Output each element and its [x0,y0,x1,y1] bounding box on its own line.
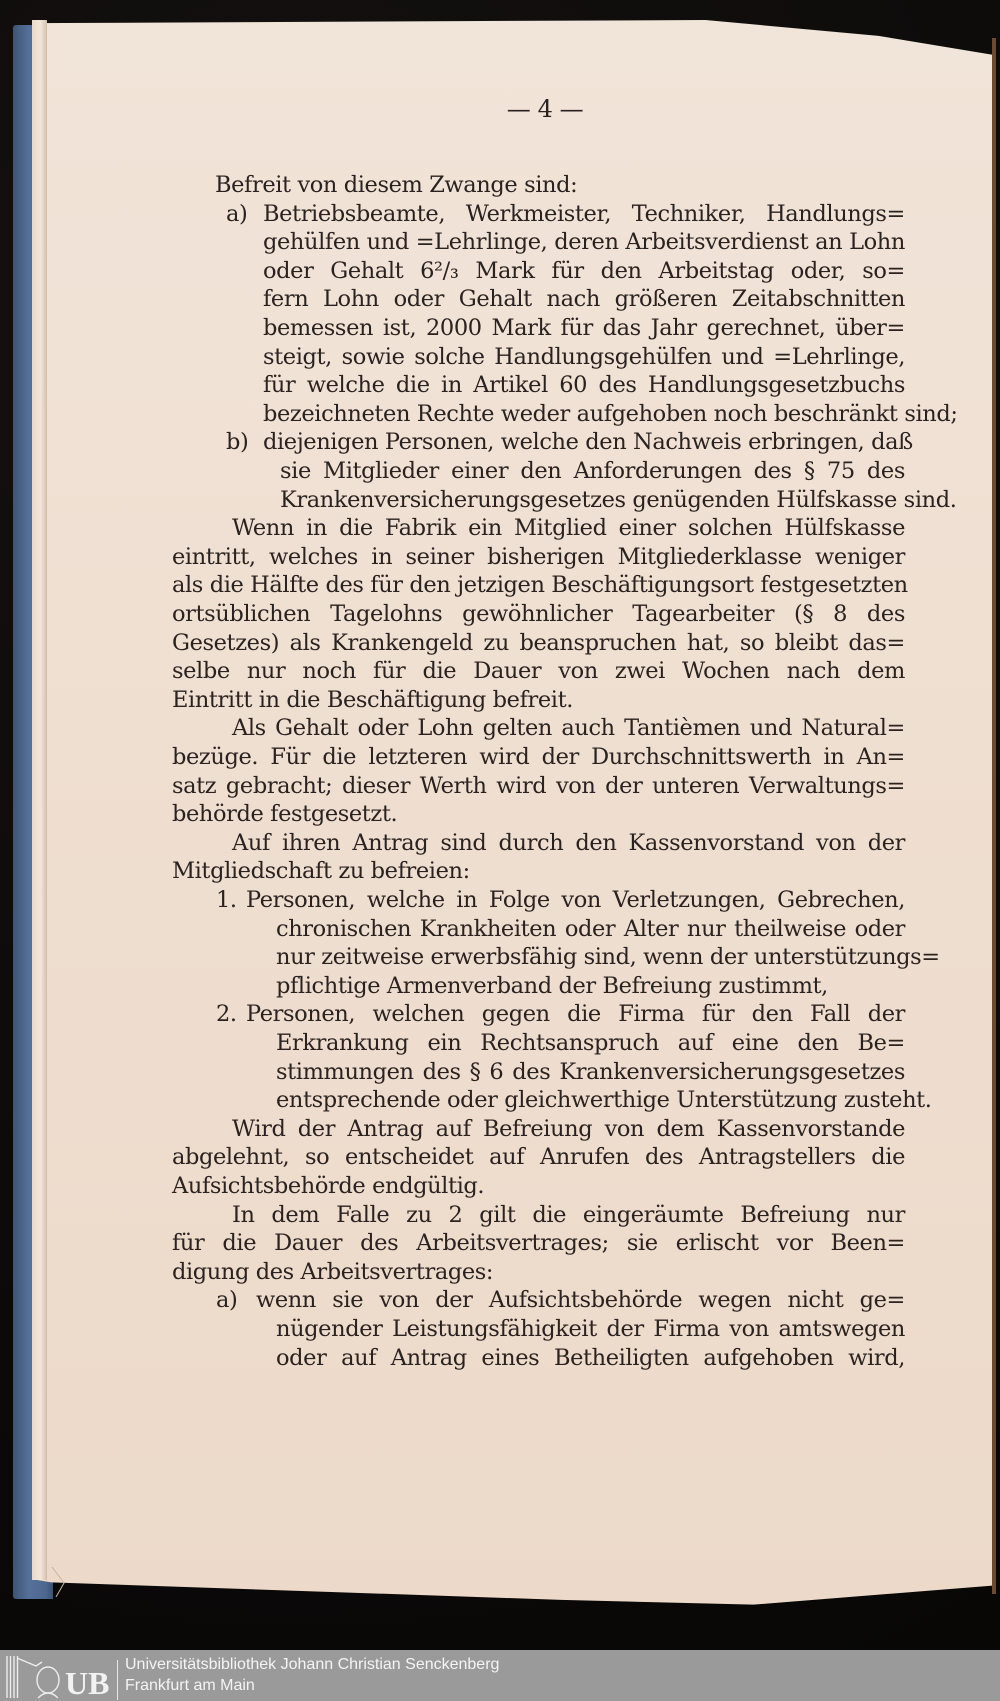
text-line: für welche die in Artikel 60 des Handlungsgesetzbuchs [263,372,905,399]
text-line: Krankenversicherungsgesetzes genügenden Hülfskasse sind. [280,486,957,513]
fold-mark [48,1567,70,1597]
text-line: bezeichneten Rechte weder aufgehoben noch beschränkt sind; [263,400,958,427]
text-line: Wenn in die Fabrik ein Mitglied einer solchen Hülfskasse [232,515,905,542]
text-line: diejenigen Personen, welche den Nachweis erbringen, daß [263,429,913,456]
text-line: behörde festgesetzt. [172,801,398,828]
institution-name: Universitätsbibliothek Johann Christian Senckenberg [125,1656,500,1673]
text-line: Erkrankung ein Rechtsanspruch auf eine den Be= [276,1030,905,1056]
text-line: ortsüblichen Tagelohns gewöhnlicher Tagearbeiter (§ 8 des [172,601,905,627]
logo-text: UB [65,1665,110,1699]
list-marker-1: 1. [216,887,237,913]
intro-line: Befreit von diesem Zwange sind: [215,172,578,198]
ub-logo [4,1652,116,1699]
text-line: Eintritt in die Beschäftigung befreit. [172,686,573,713]
text-line: stimmungen des § 6 des Krankenversicherungsgesetzes [276,1058,905,1085]
text-line: Auf ihren Antrag sind durch den Kassenvorstand von der [232,829,905,856]
text-line: oder auf Antrag eines Betheiligten aufgehoben wird, [276,1344,905,1371]
text-line: Mitgliedschaft zu befreien: [172,858,470,885]
text-line: pflichtige Armenverband der Befreiung zustimmt, [276,972,828,999]
text-line: Betriebsbeamte, Werkmeister, Techniker, Handlungs= [263,200,905,227]
text-line: Aufsichtsbehörde endgültig. [172,1173,485,1199]
page-stack-edge [32,20,47,1580]
page-right-edge [992,38,996,1594]
page-number: — 4 — [506,95,584,123]
text-line: steigt, sowie solche Handlungsgehülfen und =Lehrlinge, [263,343,905,370]
text-line: sie Mitglieder einer den Anforderungen des § 75 des [280,458,905,484]
text-line: In dem Falle zu 2 gilt die eingeräumte Befreiung nur [232,1201,905,1228]
text-line: digung des Arbeitsvertrages: [172,1258,494,1285]
text-line: selbe nur noch für die Dauer von zwei Wochen nach dem [172,658,905,685]
text-line: abgelehnt, so entscheidet auf Anrufen des Antragstellers die [172,1144,905,1171]
text-line: eintritt, welches in seiner bisherigen Mitgliederklasse weniger [172,543,905,570]
text-line: wenn sie von der Aufsichtsbehörde wegen nicht ge= [256,1287,905,1314]
text-line: satz gebracht; dieser Werth wird von der unteren Verwaltungs= [172,772,905,799]
list-marker-final-a: a) [216,1287,238,1314]
list-marker-b: b) [226,429,249,456]
text-line: nur zeitweise erwerbsfähig sind, wenn der unterstützungs= [276,944,940,971]
text-line: Gesetzes) als Krankengeld zu beanspruchen hat, so bleibt das= [172,629,905,656]
institution-city: Frankfurt am Main [125,1677,255,1694]
text-line: für die Dauer des Arbeitsvertrages; sie erlischt vor Been= [172,1230,905,1257]
text-line: als die Hälfte des für den jetzigen Beschäftigungsort festgesetzten [172,572,908,599]
list-marker-2: 2. [216,1001,237,1028]
text-line: fern Lohn oder Gehalt nach größeren Zeitabschnitten [263,286,905,313]
text-line: nügender Leistungsfähigkeit der Firma von amtswegen [276,1316,905,1342]
text-line: Personen, welche in Folge von Verletzungen, Gebrechen, [246,887,905,913]
text-line: Als Gehalt oder Lohn gelten auch Tantièmen und Natural= [232,715,905,742]
text-line: Personen, welchen gegen die Firma für den Fall der [246,1001,905,1028]
text-line: bezüge. Für die letzteren wird der Durchschnittswerth in An= [172,744,905,770]
text-line: chronischen Krankheiten oder Alter nur theilweise oder [276,915,905,942]
text-line: entsprechende oder gleichwerthige Unterstützung zusteht. [276,1087,932,1114]
text-line: Wird der Antrag auf Befreiung von dem Kassenvorstande [232,1115,905,1142]
text-line: oder Gehalt 6²/₃ Mark für den Arbeitstag oder, so= [263,257,905,284]
text-line: gehülfen und =Lehrlinge, deren Arbeitsverdienst an Lohn [263,229,905,256]
footer-separator [117,1660,118,1700]
library-footer [0,1650,1000,1701]
text-line: bemessen ist, 2000 Mark für das Jahr gerechnet, über= [263,315,905,341]
list-marker-a: a) [226,200,248,227]
